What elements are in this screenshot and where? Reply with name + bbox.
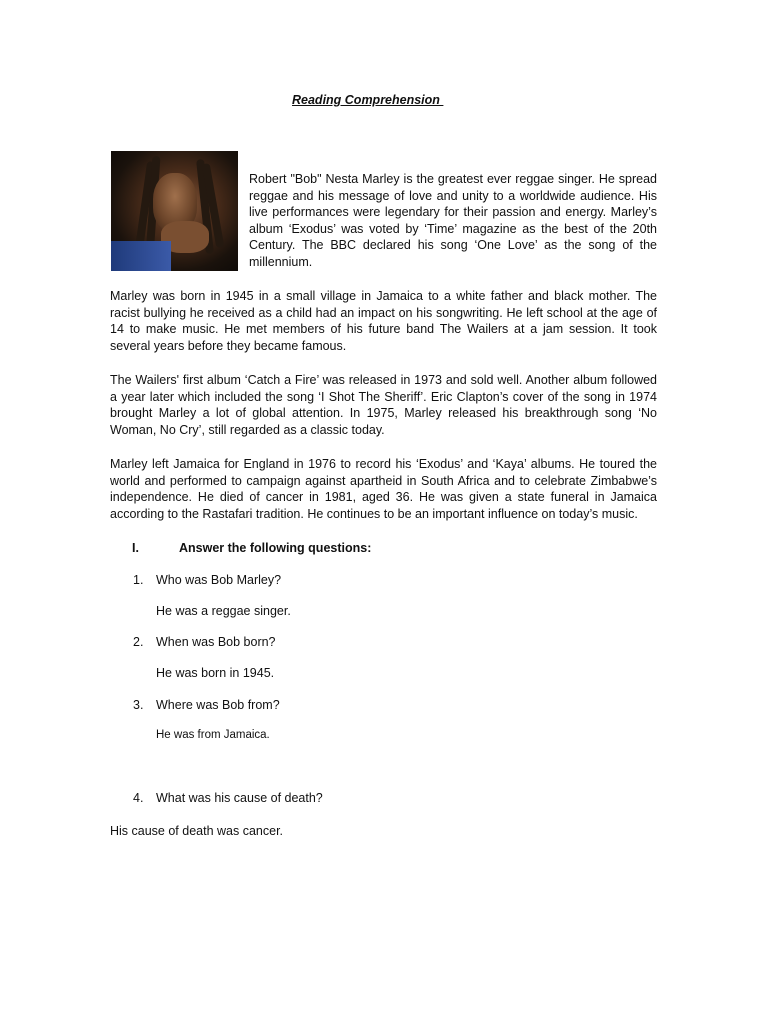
question-number: 2.	[133, 635, 144, 649]
question-number: 1.	[133, 573, 144, 587]
paragraph-career: The Wailers' first album ‘Catch a Fire’ was released in 1973 and sold well. Another album followed a year later which included the song ‘I Shot The Sheriff’. Eric Clapton’s cover of the song in 1974 brought Marley a lot of global attention. In 1975, Marley released his breakthrough song ‘No Woman, No Cry’, still regarded as a classic today.	[110, 373, 657, 437]
paragraph-later-life: Marley left Jamaica for England in 1976 to record his ‘Exodus’ and ‘Kaya’ albums. He toured the world and performed to campaign against apartheid in South Africa and to celebrate Zimbabwe’s independence. He died of cancer in 1981, aged 36. He was given a state funeral in Jamaica according to the Rastafari tradition. He continues to be an important influence on today’s music.	[110, 457, 657, 521]
section-number: I.	[132, 541, 139, 555]
document-title: Reading Comprehension	[292, 93, 444, 107]
answer-3: He was from Jamaica.	[156, 729, 270, 741]
answer-2: He was born in 1945.	[156, 666, 275, 680]
section-heading-text: Answer the following questions:	[179, 541, 372, 555]
paragraph-early-life: Marley was born in 1945 in a small village in Jamaica to a white father and black mother. The racist bullying he received as a child had an impact on his songwriting. He left school at the age of 14 to make music. He met members of his future band The Wailers at a jam session. It took several years before they became famous.	[110, 289, 657, 353]
question-number: 4.	[133, 791, 144, 805]
answer-4: His cause of death was cancer.	[110, 824, 284, 838]
intro-paragraph: Robert "Bob" Nesta Marley is the greatest ever reggae singer. He spread reggae and his message of love and unity to a worldwide audience. His live performances were legendary for their passion and energy. Marley’s album ‘Exodus’ was voted by ‘Time’ magazine as the best of the 20th Century. The BBC declared his song ‘One Love’ as the song of the millennium.	[249, 172, 657, 269]
question-text: When was Bob born?	[156, 635, 276, 649]
question-text: Who was Bob Marley?	[156, 573, 282, 587]
answer-1: He was a reggae singer.	[156, 604, 291, 618]
portrait-photo	[111, 151, 238, 271]
question-text: What was his cause of death?	[156, 791, 323, 805]
question-text: Where was Bob from?	[156, 698, 280, 712]
question-number: 3.	[133, 698, 144, 712]
